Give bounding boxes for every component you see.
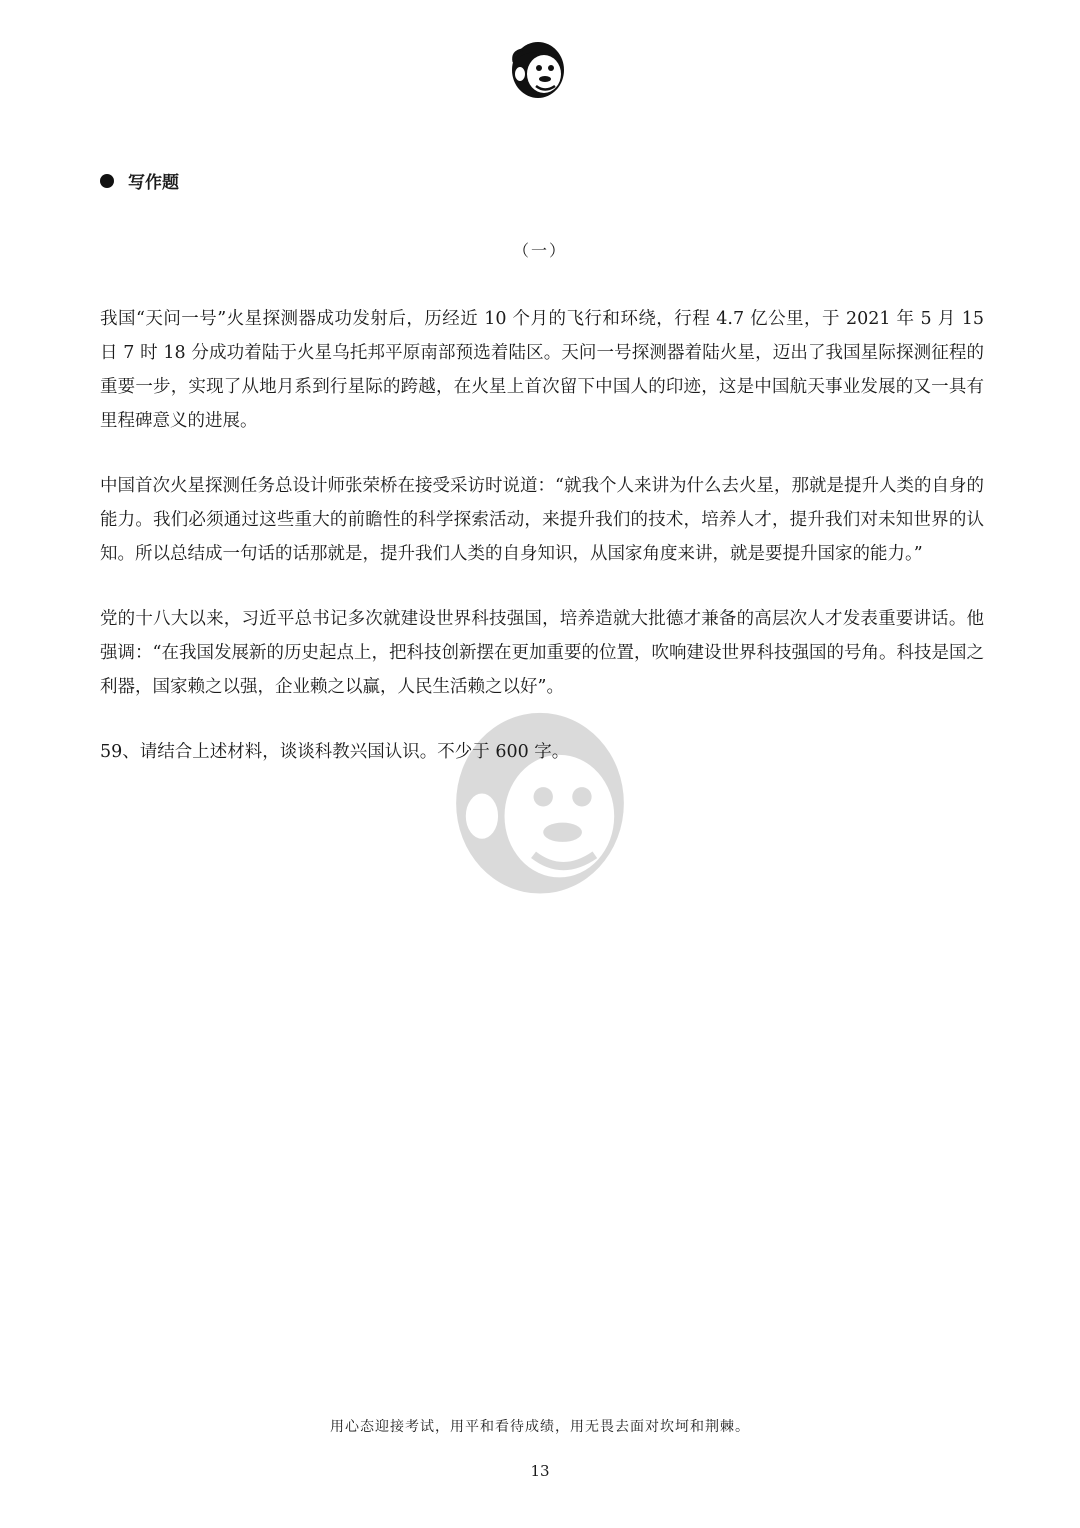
section-heading	[100, 168, 179, 193]
document-body	[100, 302, 984, 800]
paragraph-material-1: 我国“天问一号”火星探测器成功发射后，历经近 10 个月的飞行和环绕，行程 4.7 亿公里，于 2021 年 5 月 15 日 7 时 18 分成功着陆于火星乌托邦平原南部预选着陆区。天问一号探测器着陆火星，迈出了我国星际探测征程的重要一步，实现了从地月系到行星际的跨越，在火星上首次留下中国人的印迹，这是中国航天事业发展的又一具有里程碑意义的进展。	[100, 309, 984, 431]
section-title: 写作题	[128, 173, 179, 193]
subtitle: （一）	[512, 241, 567, 260]
paragraph-material-2: 中国首次火星探测任务总设计师张荣桥在接受采访时说道：“就我个人来讲为什么去火星，那就是提升人类的自身的能力。我们必须通过这些重大的前瞻性的科学探索活动，来提升我们的技术，培养人才，提升我们对未知世界的认知。所以总结成一句话的话那就是，提升我们人类的自身知识，从国家角度来讲，就是要提升国家的能力。”	[100, 476, 984, 564]
page-number: 13	[530, 1462, 550, 1480]
footer-motto: 用心态迎接考试，用平和看待成绩，用无畏去面对坎坷和荆棘。	[330, 1419, 750, 1435]
bullet-icon	[100, 174, 114, 188]
paragraph-material-3: 党的十八大以来，习近平总书记多次就建设世界科技强国，培养造就大批德才兼备的高层次人才发表重要讲话。他强调：“在我国发展新的历史起点上，把科技创新摆在更加重要的位置，吹响建设世界科技强国的号角。科技是国之利器，国家赖之以强，企业赖之以赢，人民生活赖之以好”。	[100, 609, 984, 697]
question-prompt: 59、请结合上述材料，谈谈科教兴国认识。不少于 600 字。	[100, 742, 570, 762]
monkey-mascot-icon	[508, 38, 568, 100]
